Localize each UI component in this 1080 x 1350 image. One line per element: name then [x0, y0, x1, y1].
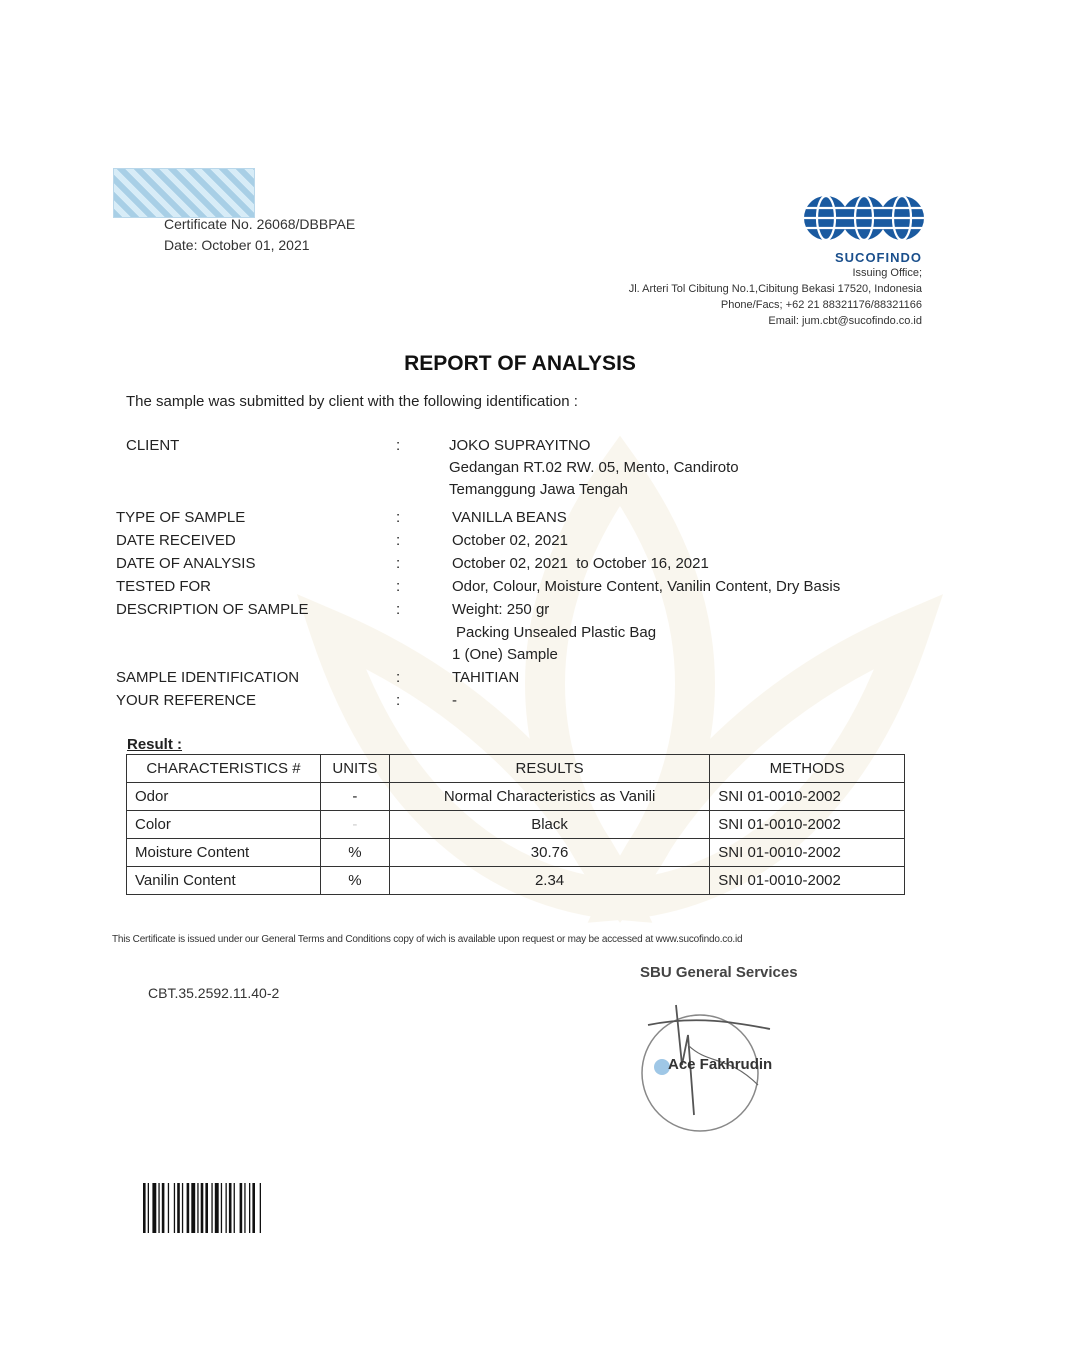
description-quantity: 1 (One) Sample	[452, 646, 558, 663]
colon: :	[396, 692, 401, 709]
sample-identification-value: TAHITIAN	[452, 669, 520, 686]
colon: :	[396, 578, 401, 595]
certificate-date: Date: October 01, 2021	[164, 237, 310, 253]
result-cell: 30.76	[389, 839, 709, 867]
characteristic-cell: Moisture Content	[127, 839, 321, 867]
method-cell: SNI 01-0010-2002	[710, 811, 905, 839]
colon: :	[396, 532, 401, 549]
colon: :	[396, 509, 401, 526]
characteristic-cell: Odor	[127, 783, 321, 811]
table-row	[127, 783, 905, 811]
column-header: UNITS	[320, 755, 389, 783]
column-header: CHARACTERISTICS #	[127, 755, 321, 783]
colon: :	[396, 601, 401, 618]
client-name: JOKO SUPRAYITNO	[449, 437, 591, 454]
table-row	[127, 811, 905, 839]
result-cell: Black	[389, 811, 709, 839]
type-of-sample-value: VANILLA BEANS	[452, 509, 567, 526]
colon: :	[396, 555, 401, 572]
client-address-line-2: Temanggung Jawa Tengah	[449, 481, 629, 498]
method-cell: SNI 01-0010-2002	[710, 783, 905, 811]
hologram-seal	[113, 168, 255, 218]
column-header: RESULTS	[389, 755, 709, 783]
result-cell: Normal Characteristics as Vanili	[389, 783, 709, 811]
table-row	[127, 839, 905, 867]
date-of-analysis-value: October 02, 2021 to October 16, 2021	[452, 555, 709, 572]
characteristic-cell: Color	[127, 811, 321, 839]
report-intro: The sample was submitted by client with the following identification :	[126, 393, 578, 410]
barcode	[143, 1183, 298, 1233]
method-cell: SNI 01-0010-2002	[710, 867, 905, 895]
signer-name: Ace Fakhrudin	[668, 1056, 773, 1073]
date-of-analysis-label: DATE OF ANALYSIS	[116, 555, 256, 572]
description-packing: Packing Unsealed Plastic Bag	[456, 624, 657, 641]
result-label: Result :	[127, 736, 183, 753]
type-of-sample-label: TYPE OF SAMPLE	[116, 509, 246, 526]
terms-note: This Certificate is issued under our General Terms and Conditions copy of wich is available upon request or may be accessed at www.sucofindo.co.id	[112, 934, 743, 945]
table-row	[127, 867, 905, 895]
method-cell: SNI 01-0010-2002	[710, 839, 905, 867]
issuing-office-label: Issuing Office;	[852, 267, 922, 279]
client-label: CLIENT	[126, 437, 180, 454]
your-reference-value: -	[452, 692, 457, 709]
your-reference-label: YOUR REFERENCE	[116, 692, 257, 709]
certificate-number: Certificate No. 26068/DBBPAE	[164, 216, 356, 232]
colon: :	[396, 437, 401, 454]
issuer-phone: Phone/Facs; +62 21 88321176/88321166	[720, 299, 922, 311]
document-code: CBT.35.2592.11.40-2	[148, 985, 280, 1001]
issuer-address: Jl. Arteri Tol Cibitung No.1,Cibitung Bekasi 17520, Indonesia	[628, 283, 922, 295]
column-header: METHODS	[710, 755, 905, 783]
description-weight: Weight: 250 gr	[452, 601, 550, 618]
department-name: SBU General Services	[640, 964, 798, 981]
results-table	[126, 754, 905, 895]
issuer-email: Email: jum.cbt@sucofindo.co.id	[768, 315, 922, 327]
description-label: DESCRIPTION OF SAMPLE	[116, 601, 309, 618]
report-title: REPORT OF ANALYSIS	[404, 352, 636, 375]
tested-for-label: TESTED FOR	[116, 578, 212, 595]
date-received-value: October 02, 2021	[452, 532, 568, 549]
client-address-line-1: Gedangan RT.02 RW. 05, Mento, Candiroto	[449, 459, 739, 476]
unit-cell: -	[320, 783, 389, 811]
lotus-watermark	[270, 430, 970, 990]
characteristic-cell: Vanilin Content	[127, 867, 321, 895]
unit-cell: %	[320, 867, 389, 895]
table-header-row	[127, 755, 905, 783]
colon: :	[396, 669, 401, 686]
date-received-label: DATE RECEIVED	[116, 532, 236, 549]
result-cell: 2.34	[389, 867, 709, 895]
unit-cell: -	[320, 811, 389, 839]
sucofindo-globe-logo	[804, 192, 924, 244]
issuer-brand: SUCOFINDO	[835, 250, 922, 265]
tested-for-value: Odor, Colour, Moisture Content, Vanilin Content, Dry Basis	[452, 578, 841, 595]
sample-identification-label: SAMPLE IDENTIFICATION	[116, 669, 300, 686]
unit-cell: %	[320, 839, 389, 867]
